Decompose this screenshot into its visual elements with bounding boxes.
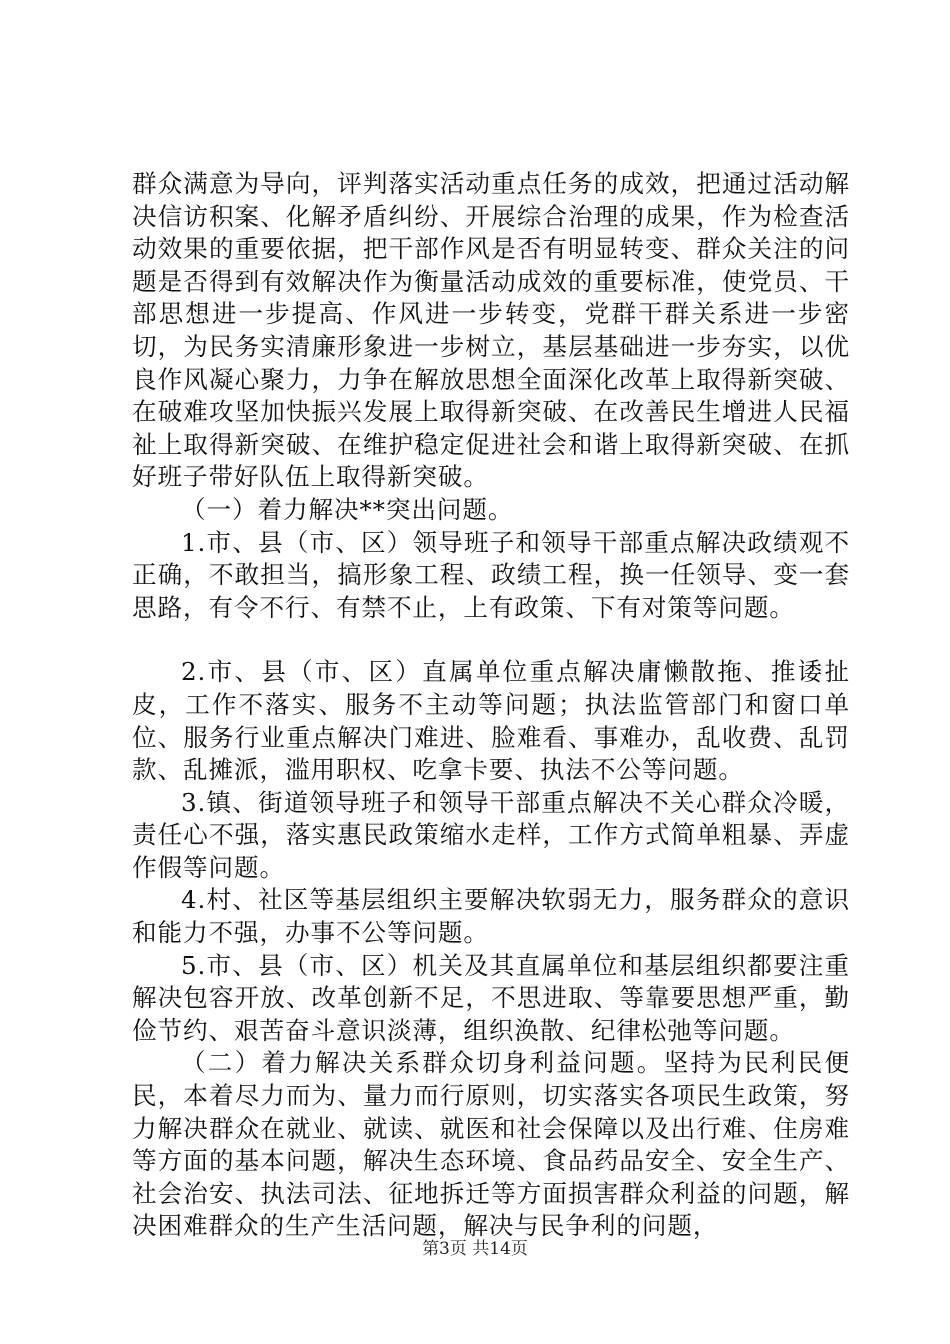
list-item-3: 3.镇、街道领导班子和领导干部重点解决不关心群众冷暖，责任心不强，落实惠民政策缩水走样，工作方式简单粗暴、弄虚作假等问题。 (132, 787, 850, 882)
paragraph-continuation: 群众满意为导向，评判落实活动重点任务的成效，把通过活动解决信访积案、化解矛盾纠纷、开展综合治理的成果，作为检查活动效果的重要依据，把干部作风是否有明显转变、群众关注的问题是否得到有效解决作为衡量活动成效的重要标准，使党员、干部思想进一步提高、作风进一步转变，党群干群关系进一步密切，为民务实清廉形象进一步树立，基层基础进一步夯实，以优良作风凝心聚力，力争在解放思想全面深化改革上取得新突破、在破难攻坚加快振兴发展上取得新突破、在改善民生增进人民福祉上取得新突破、在维护稳定促进社会和谐上取得新突破、在抓好班子带好队伍上取得新突破。 (132, 169, 850, 492)
page-number-footer: 第3页 共14页 (422, 1239, 528, 1259)
list-item-5: 5.市、县（市、区）机关及其直属单位和基层组织都要注重解决包容开放、改革创新不足，不思进取、等靠要思想严重，勤俭节约、艰苦奋斗意识淡薄，组织涣散、纪律松弛等问题。 (132, 950, 850, 1045)
section-heading-one: （一）着力解决**突出问题。 (181, 494, 514, 524)
section-heading-two: （二）着力解决关系群众切身利益问题。坚持为民利民便民，本着尽力而为、量力而行原则，切实落实各项民生政策，努力解决群众在就业、就读、就医和社会保障以及出行难、住房难等方面的基本问题，解决生态环境、食品药品安全、安全生产、社会治安、执法司法、征地拆迁等方面损害群众利益的问题，解决困难群众的生产生活问题，解决与民争利的问题， (132, 1048, 850, 1241)
list-item-2: 2.市、县（市、区）直属单位重点解决庸懒散拖、推诿扯皮，工作不落实、服务不主动等问题；执法监管部门和窗口单位、服务行业重点解决门难进、脸难看、事难办，乱收费、乱罚款、乱摊派，滥用职权、吃拿卡要、执法不公等问题。 (132, 657, 850, 785)
document-body (132, 168, 850, 1243)
list-item-4: 4.村、社区等基层组织主要解决软弱无力，服务群众的意识和能力不强，办事不公等问题。 (132, 885, 850, 948)
paragraph-gap (132, 624, 850, 656)
list-item-1: 1.市、县（市、区）领导班子和领导干部重点解决政绩观不正确，不敢担当，搞形象工程、政绩工程，换一任领导、变一套思路，有令不行、有禁不止，上有政策、下有对策等问题。 (132, 527, 850, 622)
